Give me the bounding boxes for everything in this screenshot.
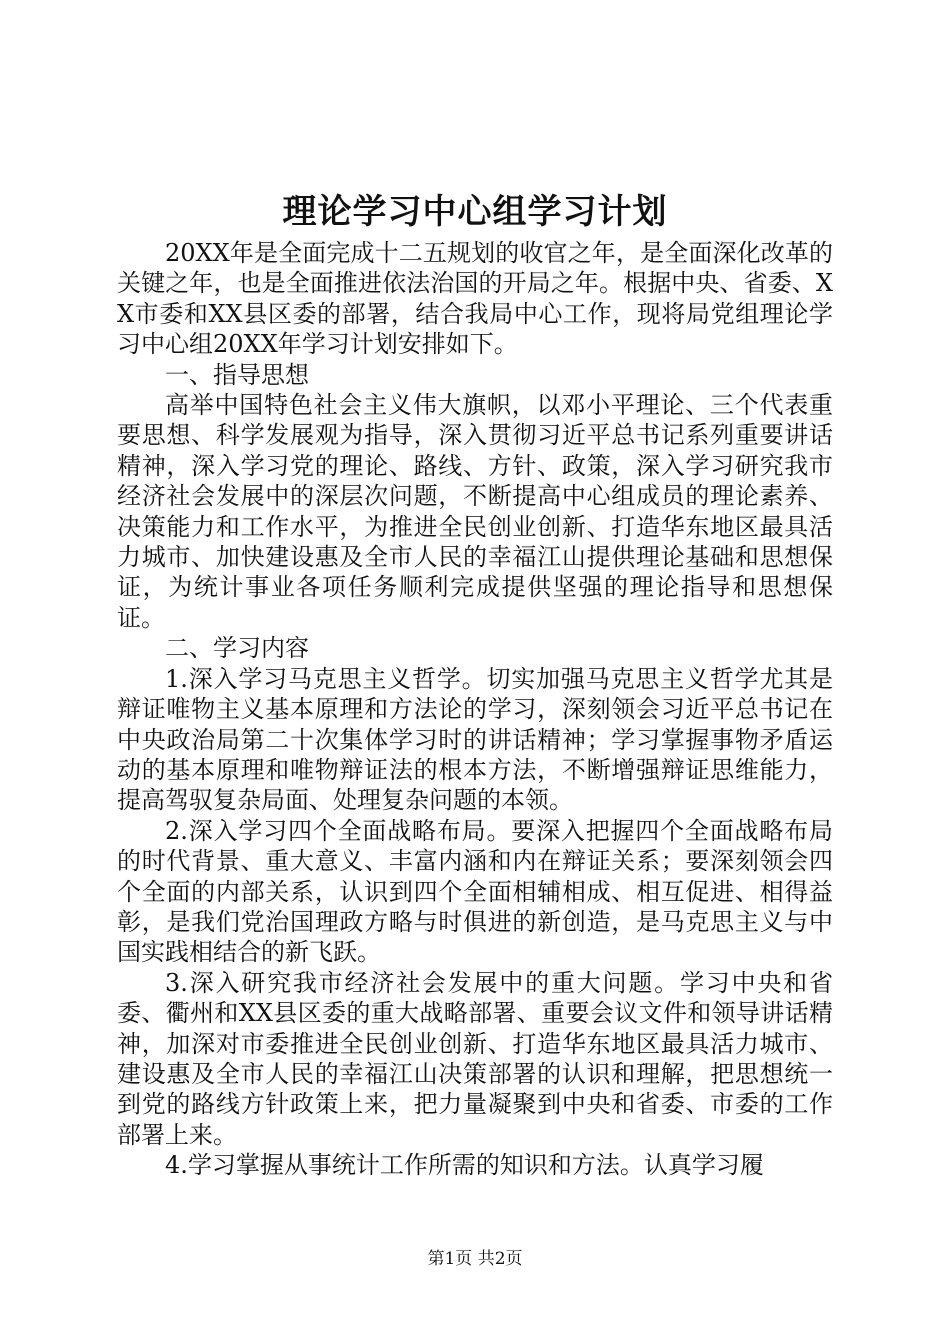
paragraph-guiding-thought: 高举中国特色社会主义伟大旗帜，以邓小平理论、三个代表重要思想、科学发展观为指导，深入贯彻习近平总书记系列重要讲话精神，深入学习党的理论、路线、方针、政策，深入学习研究我市经济社会发展中的深层次问题，不断提高中心组成员的理论素养、决策能力和工作水平，为推进全民创业创新、打造华东地区最具活力城市、加快建设惠及全市人民的幸福江山提供理论基础和思想保证，为统计事业各项任务顺利完成提供坚强的理论指导和思想保证。 bbox=[117, 391, 833, 632]
paragraph-item-4: 4.学习掌握从事统计工作所需的知识和方法。认真学习履 bbox=[165, 1151, 764, 1180]
section-heading-guiding-thought: 一、指导思想 bbox=[165, 360, 309, 389]
document-title: 理论学习中心组学习计划 bbox=[282, 192, 668, 232]
section-heading-study-content: 二、学习内容 bbox=[165, 634, 309, 663]
paragraph-item-1: 1.深入学习马克思主义哲学。切实加强马克思主义哲学尤其是辩证唯物主义基本原理和方法论的学习，深刻领会习近平总书记在中央政治局第二十次集体学习时的讲话精神；学习掌握事物矛盾运动的基本原理和唯物辩证法的根本方法，不断增强辩证思维能力，提高驾驭复杂局面、处理复杂问题的本领。 bbox=[117, 664, 833, 815]
paragraph-item-3: 3.深入研究我市经济社会发展中的重大问题。学习中央和省委、衢州和XX县区委的重大战略部署、重要会议文件和领导讲话精神，加深对市委推进全民创业创新、打造华东地区最具活力城市、建设惠及全市人民的幸福江山决策部署的认识和理解，把思想统一到党的路线方针政策上来，把力量凝聚到中央和省委、市委的工作部署上来。 bbox=[117, 968, 833, 1149]
paragraph-intro: 20XX年是全面完成十二五规划的收官之年，是全面深化改革的关键之年，也是全面推进依法治国的开局之年。根据中央、省委、XX市委和XX县区委的部署，结合我局中心工作，现将局党组理论学习中心组20XX年学习计划安排如下。 bbox=[117, 239, 833, 359]
page-footer: 第1页 共2页 bbox=[427, 1249, 523, 1269]
document-body bbox=[117, 238, 833, 1181]
paragraph-item-2: 2.深入学习四个全面战略布局。要深入把握四个全面战略布局的时代背景、重大意义、丰富内涵和内在辩证关系；要深刻领会四个全面的内部关系，认识到四个全面相辅相成、相互促进、相得益彰，是我们党治国理政方略与时俱进的新创造，是马克思主义与中国实践相结合的新飞跃。 bbox=[117, 816, 833, 967]
